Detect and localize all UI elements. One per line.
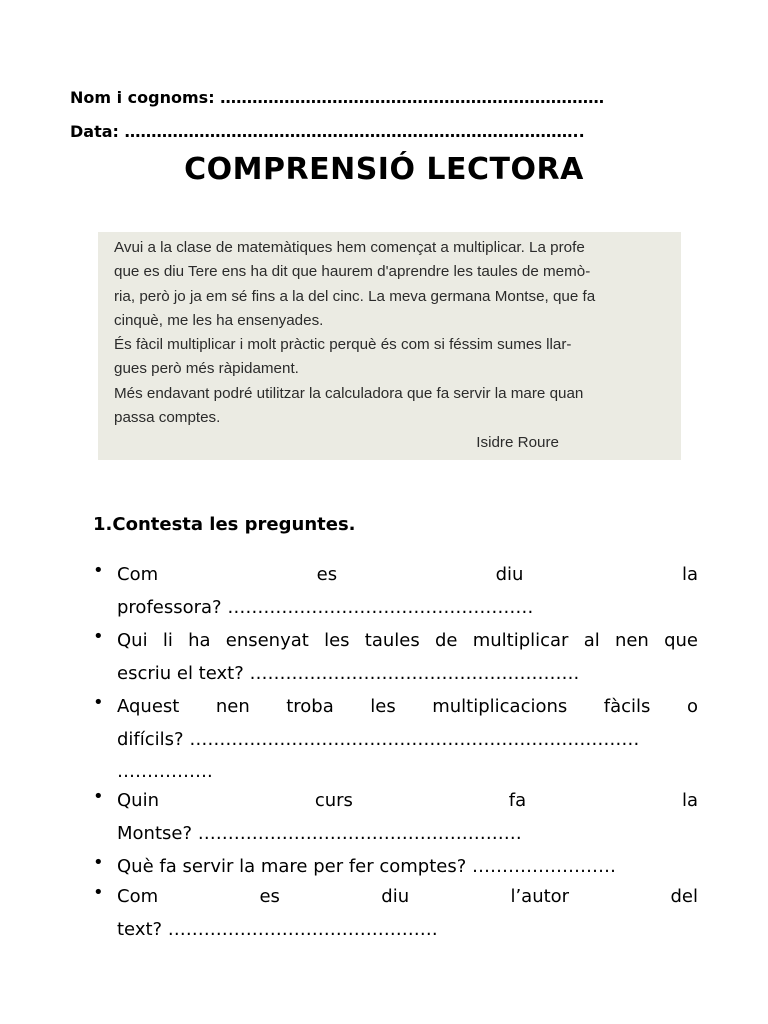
question-word: Aquest — [117, 696, 180, 717]
question-item — [93, 882, 698, 948]
reading-passage — [98, 232, 681, 460]
question-word: Quin — [117, 790, 159, 811]
question-word: o — [686, 696, 698, 717]
reading-line: cinquè, me les ha ensenyades. — [114, 311, 324, 329]
question-word: troba — [286, 696, 334, 717]
reading-line: ria, però jo ja em sé fins a la del cinc. La meva germana Montse, que fa — [114, 287, 596, 305]
question-word: nen — [614, 630, 649, 651]
name-field — [70, 88, 604, 107]
question-word: la — [681, 564, 698, 585]
reading-line: passa comptes. — [114, 409, 221, 427]
question-word: fa — [508, 790, 527, 811]
question-word: taules — [364, 630, 420, 651]
question-word: Qui — [117, 630, 148, 651]
date-field — [70, 122, 585, 141]
question-word: la — [681, 790, 698, 811]
question-word: Què fa servir la mare per fer comptes? …………………… — [117, 856, 617, 877]
answer-line: professora? …………………………………………… — [117, 597, 534, 618]
question-word: l’autor — [510, 886, 570, 907]
bullet-icon: • — [93, 692, 104, 713]
name-label: Nom i cognoms: — [70, 88, 215, 107]
question-item — [93, 692, 698, 786]
question-line — [117, 560, 698, 590]
bullet-icon: • — [93, 626, 104, 647]
question-word: Com — [117, 564, 159, 585]
question-word: es — [316, 564, 338, 585]
name-blank: ……………………………………………………………… — [220, 88, 605, 107]
question-list — [93, 560, 698, 948]
question-word: les — [324, 630, 350, 651]
question-word: diu — [381, 886, 410, 907]
answer-line: difícils? ………………………………………………………………… — [117, 729, 640, 750]
question-word: ensenyat — [225, 630, 309, 651]
date-label: Data: — [70, 122, 119, 141]
question-word: que — [664, 630, 698, 651]
question-word: les — [370, 696, 396, 717]
question-word: diu — [495, 564, 524, 585]
bullet-icon: • — [93, 786, 104, 807]
question-word: curs — [314, 790, 353, 811]
reading-line: És fàcil multiplicar i molt pràctic perquè és com si féssim sumes llar- — [114, 336, 572, 354]
bullet-icon: • — [93, 852, 104, 873]
question-word: multiplicacions — [432, 696, 568, 717]
answer-line: ……………. — [117, 761, 213, 782]
question-word: es — [259, 886, 280, 907]
reading-line: que es diu Tere ens ha dit que haurem d'aprendre les taules de memò- — [114, 263, 591, 281]
question-item — [93, 626, 698, 692]
answer-line: escriu el text? ………………………………………………. — [117, 663, 580, 684]
answer-line: text? ……………………………………… — [117, 919, 438, 940]
question-line — [117, 786, 698, 816]
question-word: al — [583, 630, 600, 651]
reading-line: Més endavant podré utilitzar la calculadora que fa servir la mare quan — [114, 384, 584, 402]
question-word: fàcils — [603, 696, 651, 717]
question-word: Com — [117, 886, 159, 907]
bullet-icon: • — [93, 560, 104, 581]
answer-line: Montse? ……………………………………………… — [117, 823, 522, 844]
question-item — [93, 560, 698, 626]
question-word: de — [434, 630, 458, 651]
question-line — [117, 692, 698, 722]
question-word: li — [162, 630, 173, 651]
question-word: nen — [215, 696, 250, 717]
bullet-icon: • — [93, 882, 104, 903]
question-word: ha — [188, 630, 211, 651]
reading-line: Avui a la clase de matemàtiques hem començat a multiplicar. La profe — [114, 239, 585, 256]
question-item — [93, 786, 698, 852]
date-blank: ………………………………………………………………………….. — [124, 122, 585, 141]
question-line — [117, 882, 698, 912]
question-line — [117, 626, 698, 656]
question-item — [93, 852, 698, 882]
page-title: COMPRENSIÓ LECTORA — [184, 152, 584, 187]
question-line — [117, 852, 698, 882]
reading-line: gues però més ràpidament. — [114, 360, 299, 378]
question-word: del — [670, 886, 698, 907]
exercise-heading: 1.Contesta les preguntes. — [93, 514, 356, 535]
question-word: multiplicar — [472, 630, 569, 651]
reading-author: Isidre Roure — [476, 434, 559, 452]
